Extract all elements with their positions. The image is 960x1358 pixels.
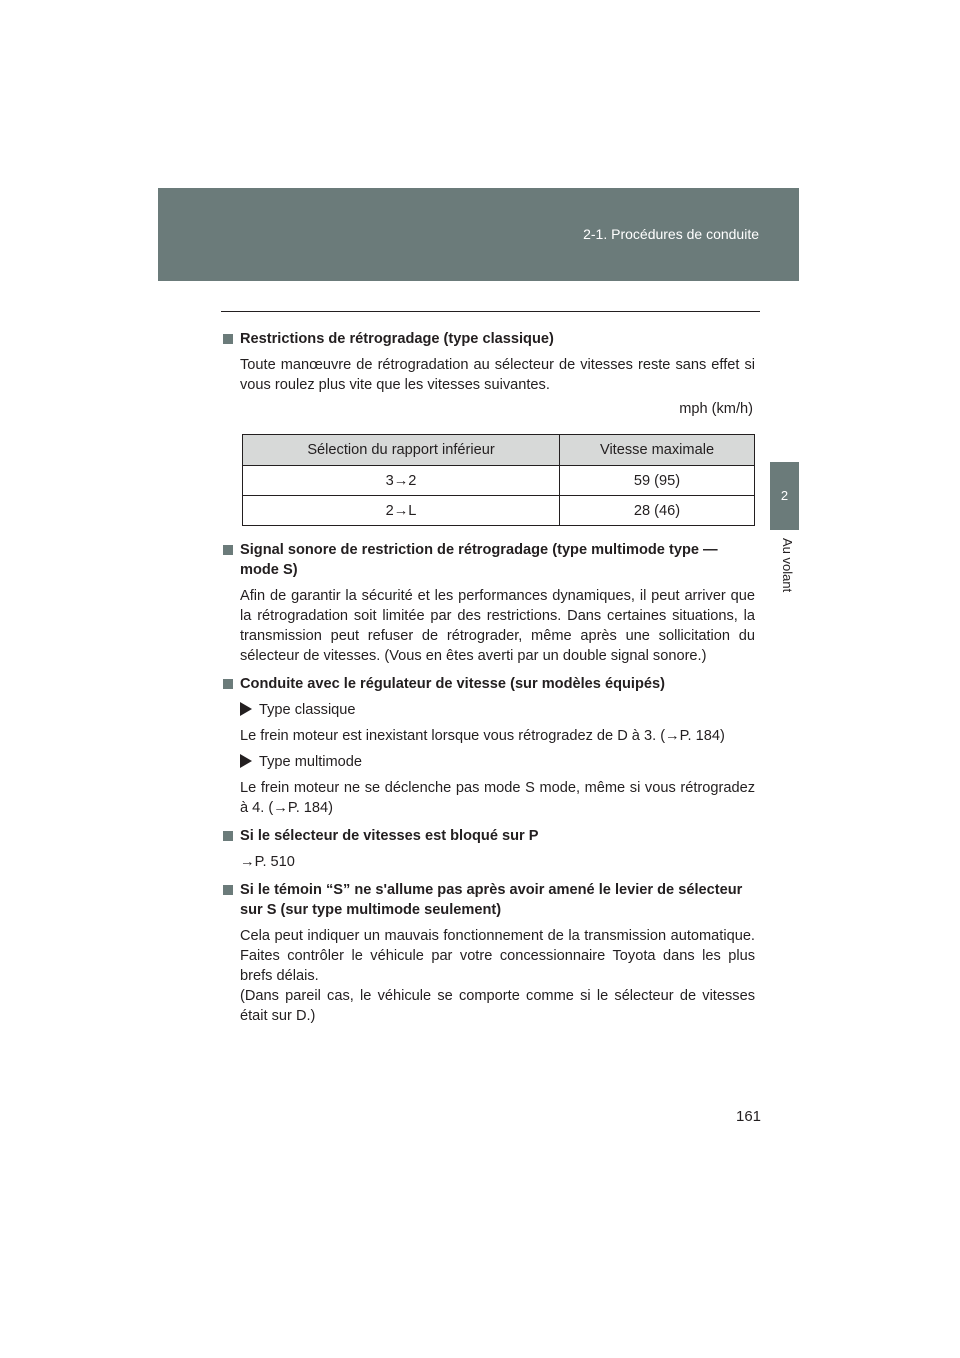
- square-bullet-icon: [223, 545, 233, 555]
- page-content: [223, 329, 755, 1026]
- sub-item: Type classique: [223, 700, 755, 720]
- chapter-tab: 2: [770, 462, 799, 530]
- table-cell: 2→L: [243, 496, 560, 526]
- section-title: 2-1. Procédures de conduite: [583, 226, 759, 242]
- paragraph: Cela peut indiquer un mauvais fonctionnement de la transmission automatique. Faites contrôler le véhicule par votre concessionnaire Toyota dans les plus brefs délais.: [240, 928, 755, 984]
- chapter-label: Au volant: [780, 538, 795, 593]
- table-row: [243, 466, 755, 496]
- triangle-bullet-icon: [240, 754, 252, 768]
- paragraph: Le frein moteur est inexistant lorsque vous rétrogradez de D à 3. (→P. 184): [240, 728, 725, 744]
- square-bullet-icon: [223, 679, 233, 689]
- speed-table: [242, 434, 755, 526]
- section-heading: Si le sélecteur de vitesses est bloqué sur P: [223, 826, 755, 846]
- unit-label: mph (km/h): [679, 401, 753, 417]
- table-cell: 28 (46): [560, 496, 755, 526]
- table-cell: 59 (95): [560, 466, 755, 496]
- section-heading: Signal sonore de restriction de rétrogradage (type multimode type — mode S): [223, 540, 755, 580]
- page-number: 161: [736, 1108, 762, 1125]
- header-band: [158, 188, 799, 281]
- square-bullet-icon: [223, 885, 233, 895]
- square-bullet-icon: [223, 831, 233, 841]
- sub-item: Type multimode: [223, 752, 755, 772]
- square-bullet-icon: [223, 334, 233, 344]
- section-heading: Restrictions de rétrogradage (type classique): [223, 329, 755, 349]
- triangle-bullet-icon: [240, 702, 252, 716]
- table-row: [243, 496, 755, 526]
- table-header-cell: Vitesse maximale: [560, 435, 755, 466]
- header-rule: [221, 311, 760, 312]
- section-heading: Conduite avec le régulateur de vitesse (sur modèles équipés): [223, 674, 755, 694]
- paragraph: (Dans pareil cas, le véhicule se comporte comme si le sélecteur de vitesses était sur D.): [240, 988, 755, 1024]
- table-cell: 3→2: [243, 466, 560, 496]
- table-header-row: [243, 435, 755, 466]
- paragraph: Afin de garantir la sécurité et les performances dynamiques, il peut arriver que la rétrogradation soit limitée par des restrictions. Dans certaines situations, la transmission peut refuser de rétrograder, même après une sollicitation du sélecteur de vitesses. (Vous en êtes averti par un double signal sonore.): [240, 588, 755, 664]
- table-header-cell: Sélection du rapport inférieur: [243, 435, 560, 466]
- section-heading: Si le témoin “S” ne s'allume pas après avoir amené le levier de sélecteur sur S (sur type multimode seulement): [223, 880, 755, 920]
- paragraph: Toute manœuvre de rétrogradation au sélecteur de vitesses reste sans effet si vous roulez plus vite que les vitesses suivantes.: [240, 357, 755, 393]
- paragraph: Le frein moteur ne se déclenche pas mode S mode, même si vous rétrogradez à 4. (→P. 184): [240, 780, 755, 816]
- page-reference: →P. 510: [240, 854, 295, 870]
